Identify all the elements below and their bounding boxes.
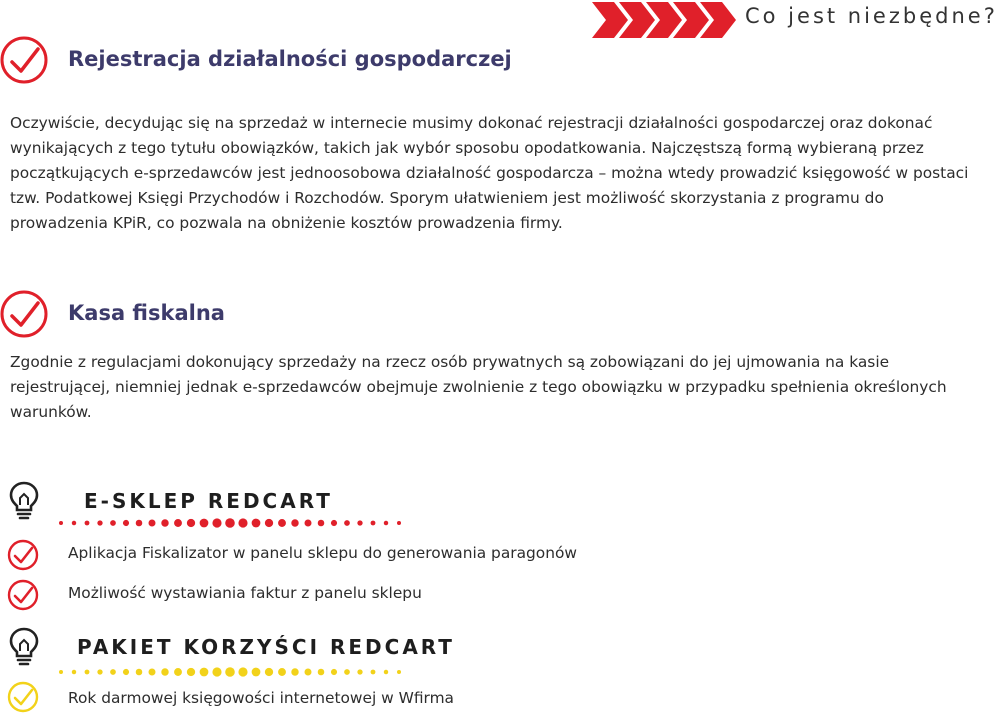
divider-dot: [174, 519, 182, 527]
divider-dot: [85, 521, 90, 526]
divider-dot: [344, 669, 350, 675]
divider-dot: [371, 670, 376, 675]
header-question: Co jest niezbędne?: [745, 4, 998, 28]
divider-dot: [265, 519, 273, 527]
promo-title: E-SKLEP REDCART: [84, 489, 333, 513]
divider-dot: [304, 519, 311, 526]
divider-dot: [291, 519, 298, 526]
divider-dot: [252, 519, 261, 528]
divider-dot: [148, 519, 155, 526]
divider-dot: [110, 669, 116, 675]
section-title: Rejestracja działalności gospodarczej: [68, 47, 512, 71]
divider-dot: [59, 670, 63, 674]
divider-dot: [238, 518, 247, 527]
divider-dot: [72, 521, 76, 525]
divider-dot: [331, 669, 337, 675]
divider-dot: [174, 668, 182, 676]
divider-dot: [397, 670, 401, 674]
divider-dot: [304, 668, 311, 675]
divider-dot: [187, 519, 195, 527]
check-circle-icon: [7, 578, 41, 612]
dotted-divider: [56, 666, 406, 678]
divider-dot: [59, 521, 63, 525]
divider-dot: [123, 669, 129, 675]
divider-dot: [291, 668, 298, 675]
check-circle-icon: [7, 680, 41, 714]
divider-dot: [265, 668, 273, 676]
divider-dot: [371, 521, 376, 526]
divider-dot: [397, 521, 401, 525]
promo-item: Aplikacja Fiskalizator w panelu sklepu do generowania paragonów: [68, 544, 577, 562]
divider-dot: [110, 520, 116, 526]
divider-dot: [278, 519, 286, 527]
divider-dot: [161, 668, 168, 675]
divider-dot: [212, 518, 221, 527]
divider-dot: [72, 670, 76, 674]
divider-dot: [318, 669, 325, 676]
section-paragraph: Zgodnie z regulacjami dokonujący sprzedaży na rzecz osób prywatnych są zobowiązani do jej ujmowania na kasie rejestrującej, niemniej jednak e-sprzedawców obejmuje zwolnienie z tego obowiązku w przypadku spełnienia określonych warunków.: [10, 353, 947, 421]
lightbulb-icon: [8, 627, 40, 667]
check-circle-icon: [0, 35, 50, 85]
chevron-arrows-icon: [592, 2, 736, 38]
divider-dot: [200, 668, 209, 677]
divider-dot: [123, 520, 129, 526]
divider-dot: [136, 669, 143, 676]
divider-dot: [278, 668, 286, 676]
divider-dot: [161, 519, 168, 526]
divider-dot: [136, 520, 143, 527]
divider-dot: [344, 520, 350, 526]
check-circle-icon: [0, 289, 50, 339]
divider-dot: [357, 669, 362, 674]
section-paragraph: Oczywiście, decydując się na sprzedaż w internecie musimy dokonać rejestracji działalności gospodarczej oraz dokonać wynikających z tego tytułu obowiązków, takich jak wybór sposobu opodatkowania. Najczęstszą formą wybieraną przez początkujących e-sprzedawców jest jednoosobowa działalność gospodarcza – można wtedy prowadzić księgowość w postaci tzw. Podatkowej Księgi Przychodów i Rozchodów. Sporym ułatwieniem jest możliwość skorzystania z programu do prowadzenia KPiR, co pozwala na obniżenie kosztów prowadzenia firmy.: [10, 114, 969, 232]
divider-dot: [225, 667, 235, 677]
divider-dot: [187, 668, 195, 676]
lightbulb-icon: [8, 481, 40, 521]
divider-dot: [97, 669, 102, 674]
promo-item: Rok darmowej księgowości internetowej w Wfirma: [68, 689, 454, 707]
divider-dot: [384, 670, 388, 674]
promo-title: PAKIET KORZYŚCI REDCART: [77, 635, 455, 659]
dotted-divider: [56, 517, 406, 529]
section-title: Kasa fiskalna: [68, 301, 225, 325]
divider-dot: [331, 520, 337, 526]
divider-dot: [252, 668, 261, 677]
divider-dot: [212, 667, 221, 676]
check-circle-icon: [7, 538, 41, 572]
divider-dot: [97, 520, 102, 525]
promo-item: Możliwość wystawiania faktur z panelu sklepu: [68, 584, 422, 602]
divider-dot: [357, 520, 362, 525]
divider-dot: [200, 519, 209, 528]
divider-dot: [318, 520, 325, 527]
divider-dot: [238, 667, 247, 676]
divider-dot: [384, 521, 388, 525]
divider-dot: [148, 668, 155, 675]
divider-dot: [225, 518, 235, 528]
divider-dot: [85, 670, 90, 675]
